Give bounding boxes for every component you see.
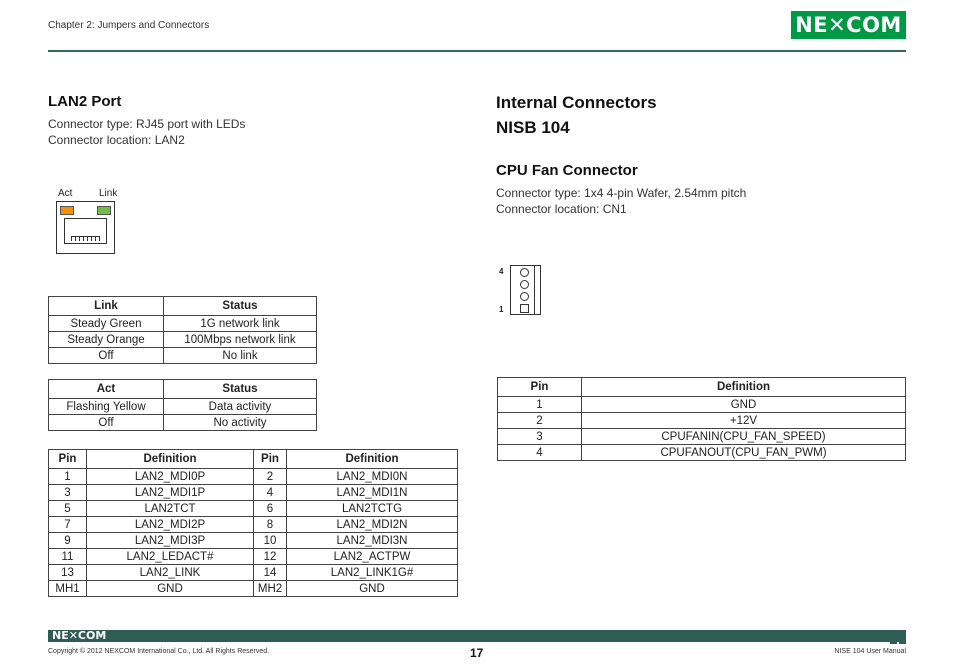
table-cell: 100Mbps network link <box>164 332 317 348</box>
fan-connector-diagram <box>510 265 541 315</box>
logo-text: NE✕COM <box>795 13 902 37</box>
table-cell: GND <box>582 397 906 413</box>
nexcom-logo <box>791 11 906 39</box>
table-cell: MH1 <box>49 581 87 597</box>
table-row <box>49 316 317 332</box>
table-row <box>498 429 906 445</box>
table-cell: 13 <box>49 565 87 581</box>
column-header: Status <box>164 297 317 316</box>
manual-title: NISE 104 User Manual <box>834 648 906 655</box>
connector-edge <box>534 266 538 314</box>
table-cell: GND <box>87 581 254 597</box>
link-led <box>97 206 111 215</box>
table-cell: LAN2_MDI0N <box>287 469 458 485</box>
act-led-label: Act <box>58 188 73 199</box>
pin-4-circle <box>520 268 529 277</box>
lan2-connector-location: Connector location: LAN2 <box>48 133 185 147</box>
table-cell: Steady Orange <box>49 332 164 348</box>
table-header-row <box>49 297 317 316</box>
table-cell: 1 <box>49 469 87 485</box>
table-cell: 9 <box>49 533 87 549</box>
table-cell: 11 <box>49 549 87 565</box>
table-cell: LAN2_MDI3N <box>287 533 458 549</box>
table-cell: 4 <box>498 445 582 461</box>
chapter-title: Chapter 2: Jumpers and Connectors <box>48 20 210 31</box>
pin-3-circle <box>520 280 529 289</box>
table-row <box>498 397 906 413</box>
table-row <box>49 399 317 415</box>
table-cell: LAN2_ACTPW <box>287 549 458 565</box>
table-header-row <box>49 450 458 469</box>
column-header: Definition <box>582 378 906 397</box>
link-led-label: Link <box>99 188 118 199</box>
table-cell: GND <box>287 581 458 597</box>
page-number: 17 <box>470 646 484 660</box>
cpu-fan-pin-table <box>497 377 906 461</box>
column-header: Link <box>49 297 164 316</box>
table-cell: No activity <box>164 415 317 431</box>
rj45-connector-diagram <box>56 201 115 254</box>
table-cell: Steady Green <box>49 316 164 332</box>
footer-bar <box>48 630 906 642</box>
table-row <box>49 348 317 364</box>
table-cell: MH2 <box>254 581 287 597</box>
table-cell: LAN2_MDI3P <box>87 533 254 549</box>
table-cell: 2 <box>254 469 287 485</box>
pin-1-label: 1 <box>499 305 504 314</box>
cpu-fan-title: CPU Fan Connector <box>496 162 638 179</box>
table-row <box>49 485 458 501</box>
table-cell: LAN2_MDI2P <box>87 517 254 533</box>
table-cell: LAN2_LINK <box>87 565 254 581</box>
table-cell: 10 <box>254 533 287 549</box>
table-cell: Off <box>49 348 164 364</box>
pin-4-label: 4 <box>499 267 504 276</box>
table-cell: 7 <box>49 517 87 533</box>
table-row <box>49 533 458 549</box>
pin-1-square <box>520 304 529 313</box>
table-row <box>49 469 458 485</box>
table-row <box>49 581 458 597</box>
table-row <box>49 549 458 565</box>
table-cell: 4 <box>254 485 287 501</box>
table-row <box>498 445 906 461</box>
column-header: Pin <box>498 378 582 397</box>
table-cell: 1G network link <box>164 316 317 332</box>
table-cell: LAN2_MDI2N <box>287 517 458 533</box>
header-divider <box>48 50 906 52</box>
copyright-text: Copyright © 2012 NEXCOM International Co., Ltd. All Rights Reserved. <box>48 648 270 655</box>
table-cell: LAN2_MDI1N <box>287 485 458 501</box>
column-header: Pin <box>254 450 287 469</box>
lan2-title: LAN2 Port <box>48 93 122 110</box>
cpu-fan-connector-location: Connector location: CN1 <box>496 202 627 216</box>
column-header: Act <box>49 380 164 399</box>
table-cell: CPUFANIN(CPU_FAN_SPEED) <box>582 429 906 445</box>
column-header: Definition <box>287 450 458 469</box>
table-cell: 8 <box>254 517 287 533</box>
table-cell: 14 <box>254 565 287 581</box>
cpu-fan-connector-type: Connector type: 1x4 4-pin Wafer, 2.54mm pitch <box>496 186 747 200</box>
table-cell: 12 <box>254 549 287 565</box>
table-cell: 2 <box>498 413 582 429</box>
act-status-table <box>48 379 317 431</box>
lan2-connector-type: Connector type: RJ45 port with LEDs <box>48 117 246 131</box>
table-cell: No link <box>164 348 317 364</box>
lan2-pin-table <box>48 449 458 597</box>
table-cell: LAN2_LEDACT# <box>87 549 254 565</box>
column-header: Status <box>164 380 317 399</box>
nisb-subtitle: NISB 104 <box>496 118 570 137</box>
table-cell: LAN2TCT <box>87 501 254 517</box>
column-header: Pin <box>49 450 87 469</box>
table-row <box>49 332 317 348</box>
footer-logo: NE✕COM <box>52 629 107 642</box>
table-cell: 3 <box>49 485 87 501</box>
pin-2-circle <box>520 292 529 301</box>
table-cell: LAN2_LINK1G# <box>287 565 458 581</box>
table-cell: LAN2TCTG <box>287 501 458 517</box>
link-status-table <box>48 296 317 364</box>
act-led <box>60 206 74 215</box>
table-row <box>49 501 458 517</box>
table-cell: 5 <box>49 501 87 517</box>
table-cell: Flashing Yellow <box>49 399 164 415</box>
table-cell: 3 <box>498 429 582 445</box>
rj45-pins <box>71 236 100 241</box>
table-cell: +12V <box>582 413 906 429</box>
table-cell: CPUFANOUT(CPU_FAN_PWM) <box>582 445 906 461</box>
column-header: Definition <box>87 450 254 469</box>
table-cell: Off <box>49 415 164 431</box>
corner-squares-icon <box>890 630 906 644</box>
table-cell: 1 <box>498 397 582 413</box>
table-row <box>498 413 906 429</box>
table-cell: LAN2_MDI1P <box>87 485 254 501</box>
table-header-row <box>49 380 317 399</box>
table-row <box>49 565 458 581</box>
table-cell: Data activity <box>164 399 317 415</box>
table-row <box>49 517 458 533</box>
table-cell: LAN2_MDI0P <box>87 469 254 485</box>
internal-connectors-title: Internal Connectors <box>496 93 657 112</box>
table-cell: 6 <box>254 501 287 517</box>
table-row <box>49 415 317 431</box>
table-header-row <box>498 378 906 397</box>
